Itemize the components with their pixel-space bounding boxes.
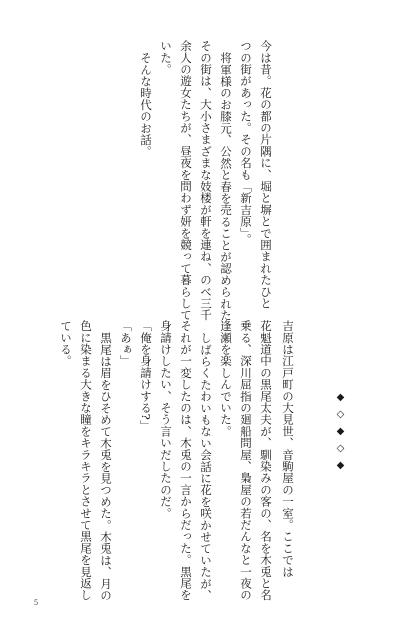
story-line: 逢瀬を楽しんでいた。 (219, 320, 233, 437)
story-line: 黒尾は眉をひそめて木兎を見つめた。木兎は、月の (99, 332, 113, 602)
story-line: ている。 (59, 320, 73, 367)
page-number: 5 (34, 598, 38, 607)
prologue-line: その街は、大小さまざまな妓楼が軒を連ね、のべ三千 (199, 40, 213, 321)
prologue-line: 将軍様のお膝元、公然と春を売ることが認められた (219, 52, 233, 322)
story-line: それが一変したのは、木兎の一言からだった。黒尾を (179, 320, 193, 601)
story-line: 色に染まる大きな瞳をキラキラとさせて黒尾を見返し (79, 320, 93, 601)
prologue-line: そんな時代のお話。 (139, 52, 153, 158)
story-line: 「俺を身請けする?」 (139, 320, 153, 432)
section-divider: ◆◇◆◇◆ (335, 392, 346, 477)
story-line: しばらくたわいもない会話に花を咲かせていたが、 (199, 332, 213, 602)
prologue-line: いた。 (159, 40, 173, 76)
prologue-line: 今は昔。花の都の片隅に、堀と塀とで囲まれたひと (259, 40, 273, 310)
story-line: 乗る、深川屈指の廻船問屋、梟屋の若だんなと一夜の (239, 320, 253, 601)
story-line: 吉原は江戸町の大見世、音駒屋の一室。ここでは (281, 320, 295, 578)
prologue-line: 余人の遊女たちが、昼夜を問わず妍を競って暮らして (179, 40, 193, 321)
prologue-line: つの街があった。その名も「新吉原」。 (239, 40, 253, 245)
story-line: 花魁道中の黒尾太夫が、馴染みの客の、名を木兎と名 (259, 320, 273, 601)
story-line: 身請けしたい、そう言いだしたのだ。 (159, 320, 173, 519)
story-line: 「あぁ」 (119, 320, 133, 367)
